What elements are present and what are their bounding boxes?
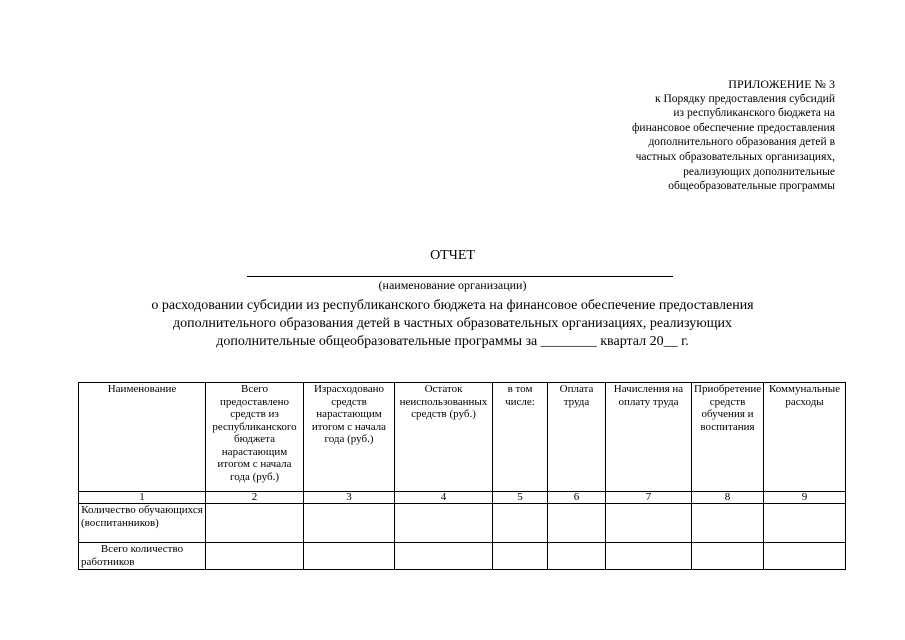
column-header: Всего предоставлено средств из республиканского бюджета нарастающим итогом с начала года (руб.) xyxy=(206,383,304,492)
appendix-block xyxy=(632,77,835,194)
appendix-line: реализующих дополнительные xyxy=(683,165,835,178)
table-cell xyxy=(206,543,304,570)
subtitle-line: о расходовании субсидии из республиканского бюджета на финансовое обеспечение предоставления xyxy=(151,298,754,313)
column-number: 1 xyxy=(79,492,206,504)
table-cell xyxy=(304,504,395,543)
column-header: Оплата труда xyxy=(548,383,606,492)
column-number: 8 xyxy=(692,492,764,504)
appendix-line: дополнительного образования детей в xyxy=(648,136,835,149)
table-cell xyxy=(493,543,548,570)
column-number-row xyxy=(79,492,846,504)
table-cell xyxy=(548,543,606,570)
table-cell xyxy=(764,543,846,570)
appendix-line: частных образовательных организациях, xyxy=(635,150,835,163)
column-number: 3 xyxy=(304,492,395,504)
table-cell xyxy=(692,504,764,543)
table-header-row xyxy=(79,383,846,492)
report-subtitle xyxy=(0,297,905,351)
table-cell xyxy=(606,504,692,543)
table-cell xyxy=(764,504,846,543)
table-cell xyxy=(395,543,493,570)
row-label: Всего количество работников xyxy=(79,543,206,570)
table-cell xyxy=(206,504,304,543)
table-cell xyxy=(304,543,395,570)
column-number: 2 xyxy=(206,492,304,504)
appendix-line: к Порядку предоставления субсидий xyxy=(655,92,835,105)
appendix-line: финансовое обеспечение предоставления xyxy=(631,121,835,134)
table-row xyxy=(79,504,846,543)
table-cell xyxy=(606,543,692,570)
column-header: Остаток неиспользованных средств (руб.) xyxy=(395,383,493,492)
organization-name-line xyxy=(247,276,673,277)
column-number: 6 xyxy=(548,492,606,504)
column-number: 5 xyxy=(493,492,548,504)
table-cell xyxy=(395,504,493,543)
appendix-line: из республиканского бюджета на xyxy=(673,107,835,120)
subtitle-line: дополнительные общеобразовательные программы за ________ квартал 20__ г. xyxy=(216,334,689,349)
column-header: Наименование xyxy=(79,383,206,492)
organization-caption: (наименование организации) xyxy=(378,278,527,292)
report-table xyxy=(78,382,846,570)
column-number: 4 xyxy=(395,492,493,504)
table-cell xyxy=(548,504,606,543)
appendix-heading: ПРИЛОЖЕНИЕ № 3 xyxy=(728,77,835,91)
column-number: 7 xyxy=(606,492,692,504)
column-number: 9 xyxy=(764,492,846,504)
row-label: Количество обучающихся (воспитанников) xyxy=(79,504,206,543)
column-header: в том числе: xyxy=(493,383,548,492)
column-header: Коммунальные расходы xyxy=(764,383,846,492)
column-header: Приобретение средств обучения и воспитания xyxy=(692,383,764,492)
report-title: ОТЧЕТ xyxy=(430,248,475,263)
table-cell xyxy=(692,543,764,570)
subtitle-line: дополнительного образования детей в частных образовательных организациях, реализующих xyxy=(172,316,733,331)
appendix-line: общеобразовательные программы xyxy=(668,180,835,193)
table-cell xyxy=(493,504,548,543)
column-header: Израсходовано средств нарастающим итогом с начала года (руб.) xyxy=(304,383,395,492)
column-header: Начисления на оплату труда xyxy=(606,383,692,492)
table-row xyxy=(79,543,846,570)
